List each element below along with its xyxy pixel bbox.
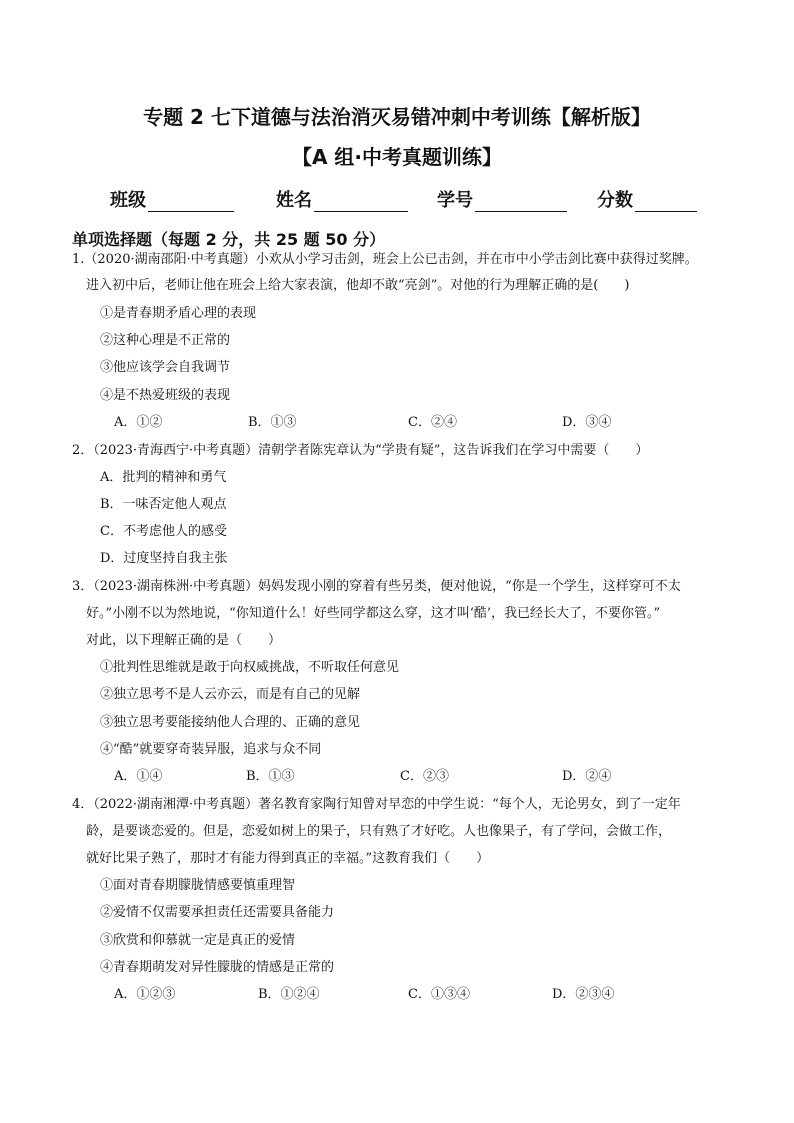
name-label: 姓名 — [276, 190, 312, 211]
question-1-stem-line-1: 1.（2020·湖南邵阳·中考真题）小欢从小学习击剑，班会上公已击剑，并在市中小学击剑比赛中获得过奖牌。 — [72, 252, 698, 267]
page-title: 专题 2 七下道德与法治消灭易错冲刺中考训练【解析版】 — [143, 105, 651, 129]
question-2-stem-line-1: 2．（2023·青海西宁·中考真题）清朝学者陈宪章认为“学贵有疑”，这告诉我们在学习中需要（ ） — [72, 443, 649, 458]
student-id-blank[interactable] — [475, 191, 567, 212]
class-blank[interactable] — [148, 191, 234, 212]
question-1-statement-4: ④是不热爱班级的表现 — [100, 388, 231, 403]
question-4-choice-b[interactable]: B．①②④ — [258, 987, 320, 1002]
question-1-statement-3: ③他应该学会自我调节 — [100, 360, 231, 375]
score-label: 分数 — [597, 190, 633, 211]
name-blank[interactable] — [314, 191, 408, 212]
question-1-choice-d[interactable]: D．③④ — [562, 415, 612, 430]
question-2-choice-c[interactable]: C．不考虑他人的感受 — [100, 524, 227, 539]
score-field[interactable] — [597, 186, 697, 212]
student-id-field[interactable] — [437, 186, 567, 212]
question-4-stem-line-3: 就好比果子熟了，那时才有能力得到真正的幸福。”这教育我们（ ） — [86, 851, 490, 866]
question-2-choice-d[interactable]: D．过度坚持自我主张 — [100, 551, 228, 566]
question-4-statement-3: ③欣赏和仰慕就一定是真正的爱情 — [100, 933, 296, 948]
question-4-choice-a[interactable]: A．①②③ — [114, 987, 176, 1002]
question-2-choice-b[interactable]: B．一味否定他人观点 — [100, 497, 227, 512]
question-3-choice-d[interactable]: D．②④ — [562, 769, 612, 784]
question-4-choice-c[interactable]: C．①③④ — [408, 987, 470, 1002]
question-4-statement-2: ②爱情不仅需要承担责任还需要具备能力 — [100, 905, 335, 920]
question-4-stem-line-2: 龄，是要谈恋爱的。但是，恋爱如树上的果子，只有熟了才好吃。人也像果子，有了学问，会做工作， — [86, 824, 672, 839]
question-1-choice-a[interactable]: A．①② — [114, 415, 163, 430]
question-1-statement-2: ②这种心理是不正常的 — [100, 333, 231, 348]
question-3-statement-3: ③独立思考要能接纳他人合理的、正确的意见 — [100, 715, 361, 730]
question-3-choice-a[interactable]: A．①④ — [114, 769, 163, 784]
question-1-stem-line-2: 进入初中后，老师让他在班会上给大家表演，他却不敢“亮剑”。对他的行为理解正确的是( ) — [86, 278, 630, 293]
question-3-stem-line-3: 对此，以下理解正确的是（ ） — [86, 633, 282, 648]
question-3-choice-c[interactable]: C．②③ — [400, 769, 449, 784]
question-4-choice-d[interactable]: D．②③④ — [552, 987, 615, 1002]
question-1-choice-c[interactable]: C．②④ — [408, 415, 457, 430]
question-3-statement-1: ①批判性思维就是敢于向权威挑战，不听取任何意见 — [100, 660, 400, 675]
question-3-choice-b[interactable]: B．①③ — [246, 769, 295, 784]
section-heading: 单项选择题（每题 2 分，共 25 题 50 分） — [72, 230, 386, 249]
student-id-label: 学号 — [437, 190, 473, 211]
question-3-statement-2: ②独立思考不是人云亦云，而是有自己的见解 — [100, 687, 361, 702]
question-1-choice-b[interactable]: B．①③ — [248, 415, 297, 430]
class-label: 班级 — [110, 190, 146, 211]
question-3-statement-4: ④“酷”就要穿奇装异服，追求与众不同 — [100, 742, 322, 757]
question-4-statement-1: ①面对青春期朦胧情感要慎重理智 — [100, 878, 296, 893]
score-blank[interactable] — [635, 191, 697, 212]
question-2-choice-a[interactable]: A．批判的精神和勇气 — [100, 470, 227, 485]
question-1-statement-1: ①是青春期矛盾心理的表现 — [100, 306, 257, 321]
class-field[interactable] — [110, 186, 234, 212]
student-info-row — [0, 186, 794, 212]
question-3-stem-line-2: 好。”小刚不以为然地说，“你知道什么！好些同学都这么穿，这才叫‘酷’，我已经长大了，不要你管。” — [86, 606, 661, 621]
page-subtitle: 【A 组·中考真题训练】 — [291, 145, 503, 169]
name-field[interactable] — [276, 186, 408, 212]
question-4-statement-4: ④青春期萌发对异性朦胧的情感是正常的 — [100, 960, 335, 975]
question-4-stem-line-1: 4．（2022·湖南湘潭·中考真题）著名教育家陶行知曾对早恋的中学生说：“每个人，无论男女，到了一定年 — [72, 797, 681, 812]
question-3-stem-line-1: 3．（2023·湖南株洲·中考真题）妈妈发现小刚的穿着有些另类，便对他说，“你是一个学生，这样穿可不太 — [72, 579, 681, 594]
